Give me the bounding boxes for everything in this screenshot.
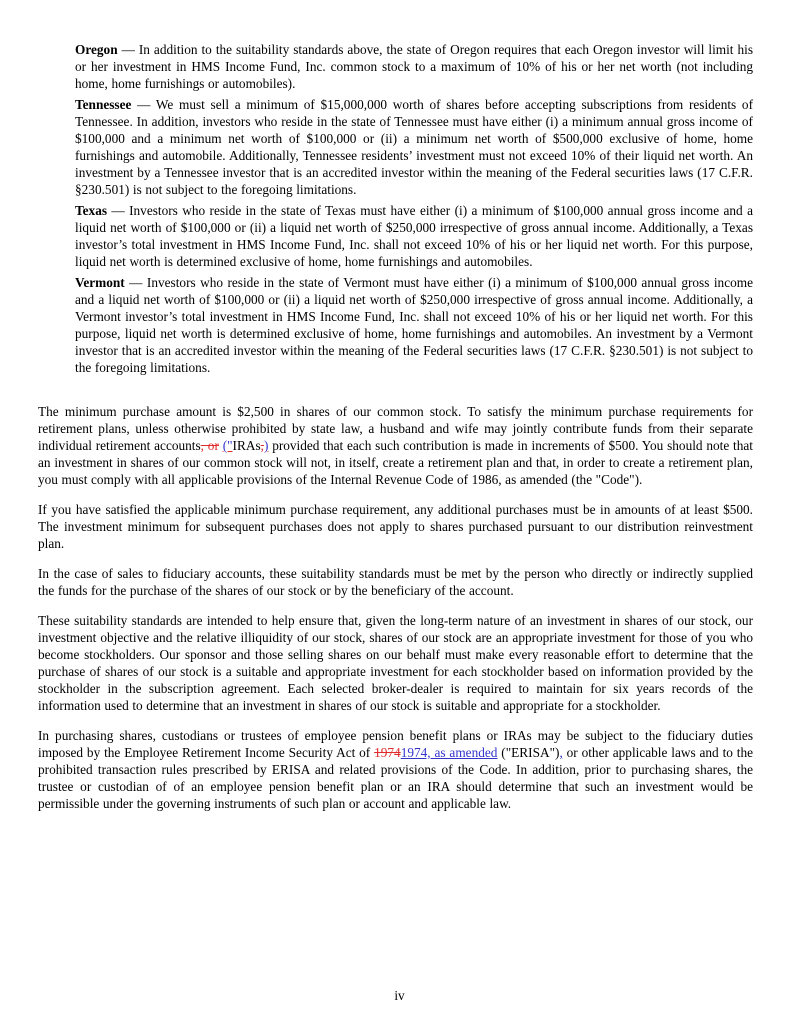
paragraph [38, 501, 753, 552]
text-run: or other applicable laws and to the prohibited transaction rules prescribed by ERISA and related provisions of the Code. In addition, prior to purchasing shares, the trustee or custodian of of an employee pension benefit plan or an IRA should determine that such an investment would be permissible under the governing instruments of such plan or account and applicable law. [38, 745, 754, 811]
inserted-text: ) [263, 438, 269, 453]
text-run: provided that each such contribution is made in increments of $500. You should note that an investment in shares of our common stock will not, in itself, create a retirement plan and that, in order to create a retirement plan, you must comply with all applicable provisions of the Internal Revenue Code of 1986, as amended (the "Code"). [38, 438, 753, 487]
text-run: — In addition to the suitability standards above, the state of Oregon requires that each Oregon investor will limit his or her investment in HMS Income Fund, Inc. common stock to a maximum of 10% of his or her net worth (not including home, home furnishings or automobiles). [75, 42, 753, 91]
deleted-text: , or [200, 438, 219, 453]
state-name-label: Vermont [75, 275, 125, 290]
text-run: In the case of sales to fiduciary accounts, these suitability standards must be met by the person who directly or indirectly supplied the funds for the purchase of the shares of our stock or by the beneficiary of the account. [38, 566, 753, 598]
text-run: These suitability standards are intended to help ensure that, given the long-term nature of an investment in shares of our stock, our investment objective and the relative illiquidity of our stock, shares of our stock are an appropriate investment for those of you who become stockholders. Our sponsor and those selling shares on our behalf must make every reasonable effort to determine that the purchase of shares of our stock is a suitable and appropriate investment for each stockholder based on information provided by the stockholder in the subscription agreement. Each selected broker-dealer is required to maintain for six years records of the information used to determine that an investment in shares of our stock is suitable and appropriate for a stockholder. [38, 613, 753, 713]
state-name-label: Texas [75, 203, 108, 218]
text-run: — Investors who reside in the state of Vermont must have either (i) a minimum of $100,000 annual gross income and a liquid net worth of $100,000 or (ii) a liquid net worth of $250,000 irrespective of gross annual income. Additionally, a Vermont investor’s total investment in HMS Income Fund, Inc. shall not exceed 10% of his or her liquid net worth. For this purpose, liquid net worth is determined exclusive of home, home furnishings and automobiles. An investment by a Vermont investor that is an accredited investor within the meaning of the Federal securities laws (17 C.F.R. §230.501) is not subject to the foregoing limitations. [75, 275, 753, 375]
text-run: If you have satisfied the applicable minimum purchase requirement, any additional purchases must be in amounts of at least $500. The investment minimum for subsequent purchases does not apply to shares purchased pursuant to our distribution reinvestment plan. [38, 502, 753, 551]
document-body [38, 41, 753, 825]
page-number: iv [394, 988, 405, 1003]
text-run: The minimum purchase amount is $2,500 in shares of our common stock. To satisfy the minimum purchase requirements for retirement plans, unless otherwise prohibited by state law, a husband and wife may jointly contribute funds from their separate individual retirement accounts [38, 404, 753, 453]
inserted-text: 1974, as amended [400, 745, 498, 760]
inserted-text: (" [222, 438, 233, 453]
paragraph [75, 41, 753, 92]
state-name-label: Tennessee [75, 97, 132, 112]
inserted-text: , [559, 745, 563, 760]
state-name-label: Oregon [75, 42, 118, 57]
text-run: — Investors who reside in the state of Texas must have either (i) a minimum of $100,000 annual gross income and a liquid net worth of $100,000 or (ii) a liquid net worth of $250,000 irrespective of gross annual income. Additionally, a Texas investor’s total investment in HMS Income Fund, Inc. shall not exceed 10% of his or her liquid net worth. For this purpose, liquid net worth is determined exclusive of home, home furnishings and automobiles. [75, 203, 753, 269]
paragraph [75, 274, 753, 376]
text-run: IRAs [232, 438, 261, 453]
text-run: — We must sell a minimum of $15,000,000 worth of shares before accepting subscriptions from residents of Tennessee. In addition, investors who reside in the state of Tennessee must have either (i) a minimum annual gross income of $100,000 and a minimum net worth of $100,000 or (ii) a minimum net worth of $500,000 exclusive of home, home furnishings and automobile. Additionally, Tennessee residents’ investment must not exceed 10% of their liquid net worth. An investment by a Tennessee investor that is an accredited investor within the meaning of the Federal securities laws (17 C.F.R. §230.501) is not subject to the foregoing limitations. [75, 97, 753, 197]
text-run: In purchasing shares, custodians or trustees of employee pension benefit plans or IRAs may be subject to the fiduciary duties imposed by the Employee Retirement Income Security Act of [38, 728, 753, 760]
deleted-text: , [260, 438, 264, 453]
paragraph [38, 612, 753, 714]
text-run: ("ERISA") [497, 745, 560, 760]
paragraph [75, 96, 753, 198]
deleted-text: 1974 [374, 745, 401, 760]
paragraph [38, 727, 753, 812]
paragraph [75, 202, 753, 270]
paragraph [38, 403, 753, 488]
paragraph [38, 565, 753, 599]
